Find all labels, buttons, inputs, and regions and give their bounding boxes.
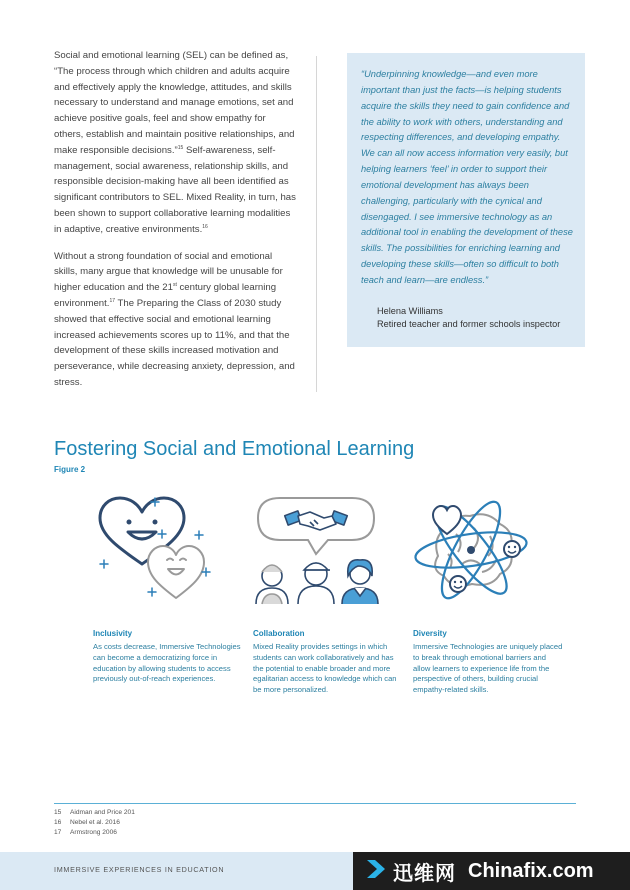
footnote-rule — [54, 803, 576, 804]
quote-author-role: Retired teacher and former schools inspector — [377, 319, 561, 329]
feature-title: Diversity — [413, 629, 447, 638]
pull-quote-box — [347, 53, 585, 347]
smiling-hearts-icon — [92, 494, 222, 608]
paragraph-text: The Preparing the Class of 2030 study showed that effective social and emotional learning increased achievements scores up to 11%, and that the development of these skills increased motivation and perseverance, while decreasing anxiety, depression, and stress. — [54, 297, 295, 388]
ordinal-suffix: st — [172, 281, 177, 288]
feature-title: Inclusivity — [93, 629, 133, 638]
watermark-logo-icon — [365, 858, 387, 885]
quote-attribution — [377, 305, 560, 331]
feature-text: As costs decrease, Immersive Technologies can become a democratizing force in education by allowing students to access previously out-of-reach experiences. — [93, 642, 241, 684]
paragraph-text: century global learning environment. — [54, 282, 277, 309]
footnote-item — [54, 818, 135, 828]
page-footer — [0, 852, 630, 890]
paragraph-text: Without a strong foundation of social and emotional skills, many argue that knowledge will be unusable for higher education and the 21 — [54, 250, 283, 294]
feature-text: Immersive Technologies are uniquely placed to break through emotional barriers and allow learners to experience life from the perspective of others, building crucial empathy-related skills. — [413, 642, 563, 695]
footnote-text: Armstrong 2006 — [70, 829, 117, 836]
column-divider — [316, 56, 317, 392]
footnote-ref[interactable]: 17 — [109, 297, 116, 304]
handshake-people-icon — [250, 496, 382, 606]
footnote-ref[interactable]: 16 — [202, 223, 208, 230]
footnote-number: 17 — [54, 829, 62, 836]
watermark-cn-text: 迅维网 — [393, 862, 456, 885]
watermark-en-text: Chinafix.com — [468, 859, 594, 882]
feature-collaboration — [253, 629, 403, 696]
figure-label: Figure 2 — [54, 465, 86, 474]
footnote-text: Nebel et al. 2016 — [70, 819, 120, 826]
body-text-column — [54, 48, 296, 402]
brain-orbit-icon — [412, 494, 530, 608]
pull-quote-text: “Underpinning knowledge—and even more important than just the facts—is helping students acquire the skills they need to gain confidence and the ability to work with others, understanding and respecting differences, and developing empathy. We can all now access information very easily, but helping learners ‘feel’ in order to support their emotional development has always been challenging, particularly with the cynical and disengaged. I see immersive technology as an additional tool in enabling the development of these skills. The possibilities for enriching learning and developing these skills—often so difficult to both teach and learn—are endless.” — [361, 69, 573, 285]
footnote-ref[interactable]: 15 — [177, 144, 184, 151]
feature-diversity — [413, 629, 563, 696]
feature-inclusivity — [93, 629, 245, 685]
footnote-number: 16 — [54, 819, 62, 826]
quote-author-name: Helena Williams — [377, 306, 443, 316]
foundation-paragraph — [54, 249, 296, 391]
watermark-banner[interactable] — [353, 852, 630, 890]
feature-title: Collaboration — [253, 629, 305, 638]
footnote-text: Aidman and Price 201 — [70, 809, 135, 816]
section-title: Fostering Social and Emotional Learning — [54, 438, 415, 460]
footnote-item — [54, 828, 135, 838]
feature-text: Mixed Reality provides settings in which students can work collaboratively and has the potential to enable broader and more egalitarian access to knowledge which can be more personalized. — [253, 642, 397, 695]
footnote-number: 15 — [54, 809, 62, 816]
paragraph-text: Self-awareness, self-management, social awareness, relationship skills, and responsible decision-making have all been identified as significant contributors to SEL. Mixed Reality, in turn, has been shown to support collaborative learning modalities in adaptive, creative environments. — [54, 144, 296, 235]
footnote-item — [54, 808, 135, 818]
sel-definition-paragraph — [54, 48, 296, 238]
footnotes — [54, 808, 135, 838]
paragraph-text: Social and emotional learning (SEL) can be defined as, “The process through which children and adults acquire and effectively apply the knowledge, attitudes, and skills necessary to understand and manage emotions, set and achieve positive goals, feel and show empathy for others, establish and maintain positive relationships, and make responsible decisions.” — [54, 50, 295, 156]
footer-title: IMMERSIVE EXPERIENCES IN EDUCATION — [54, 865, 225, 874]
